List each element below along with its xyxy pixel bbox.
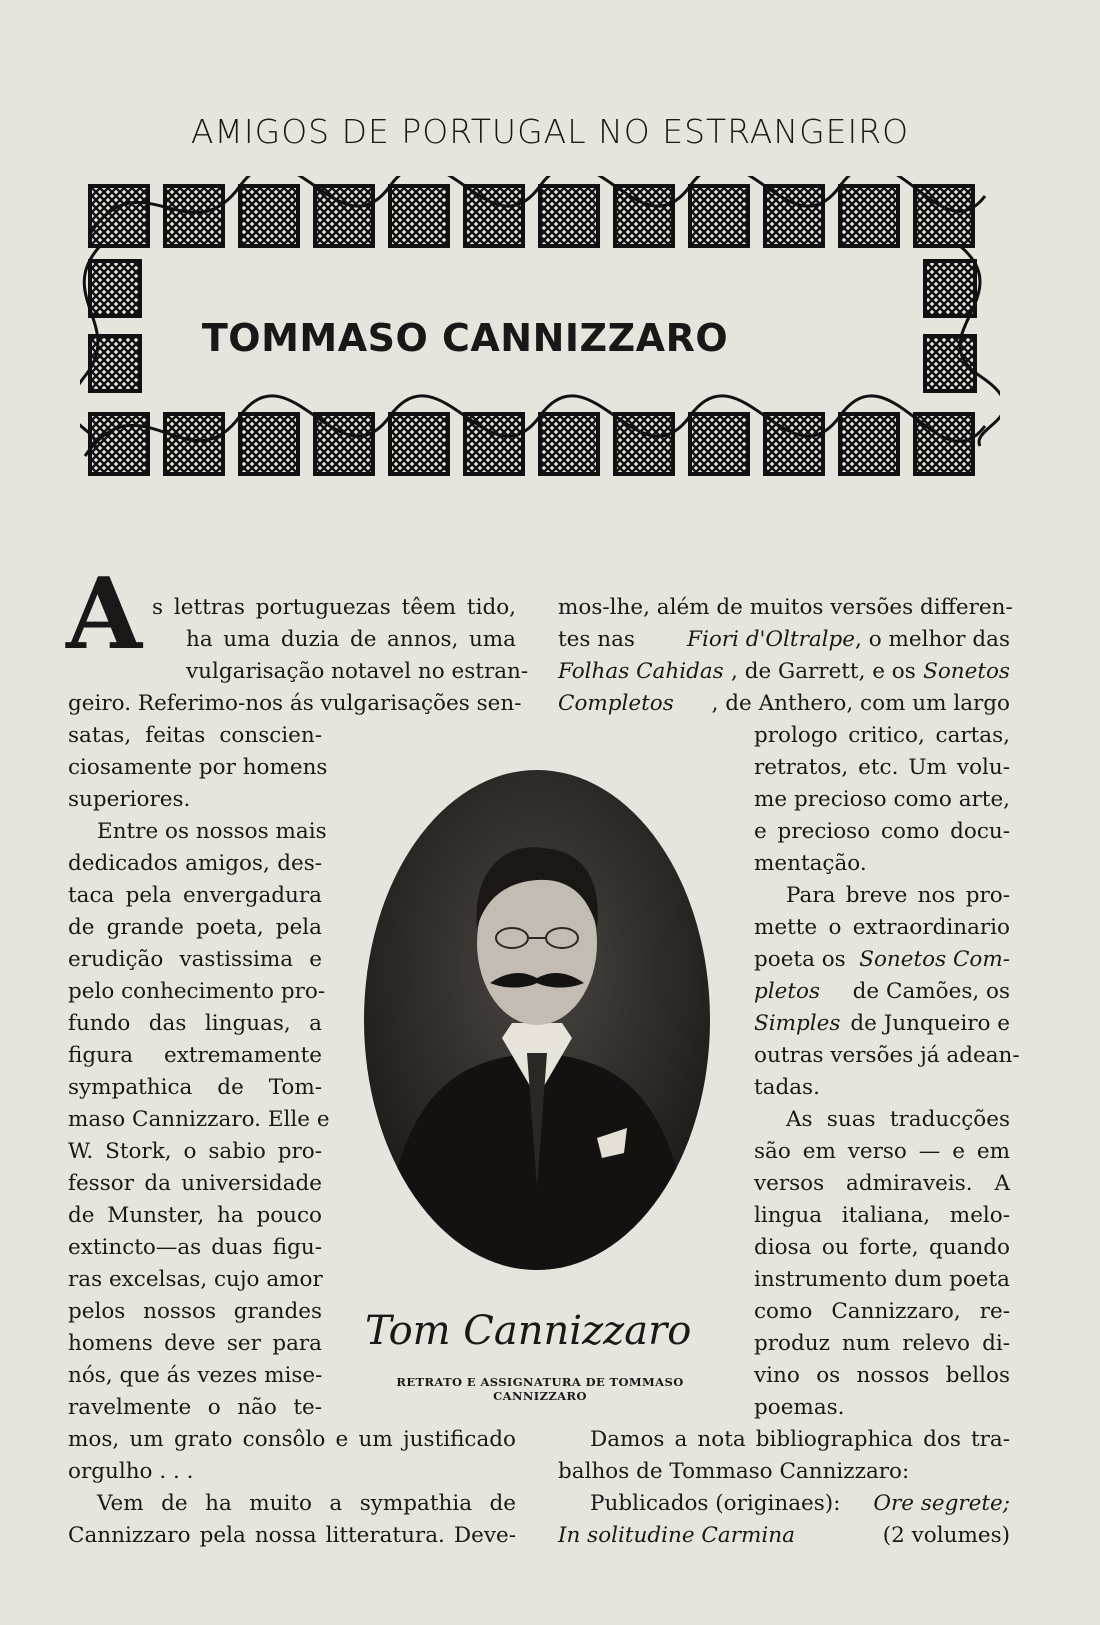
text-run: , de Anthero, com um largo [711, 691, 1010, 716]
left-line-17: maso Cannizzaro. Elle e [68, 1107, 330, 1132]
right-line-15: outras versões já adean- [754, 1043, 1020, 1068]
right-line-8: e precioso como docu- [754, 819, 1010, 844]
right-line-21: diosa ou forte, quando [754, 1235, 1010, 1260]
left-line-18: W. Stork, o sabio pro- [68, 1139, 322, 1164]
left-line-14: fundo das linguas, a [68, 1011, 322, 1036]
right-line-17: As suas traducções [786, 1107, 1010, 1132]
italic-title: Completos [558, 691, 674, 716]
text-run: de Junqueiro e [850, 1011, 1010, 1036]
article-title: TOMMASO CANNIZZARO [201, 316, 729, 360]
text-run: Publicados (originaes): [590, 1491, 841, 1516]
left-line-3: vulgarisação notavel no estran- [186, 659, 529, 684]
bottom-ornament-row [85, 396, 985, 474]
left-line-8: Entre os nossos mais [97, 819, 327, 844]
signature-text: Tom Cannizzaro [365, 1308, 692, 1354]
right-line-26: poemas. [754, 1395, 845, 1420]
left-line-13: pelo conhecimento pro- [68, 979, 326, 1004]
right-line-4 [558, 688, 1010, 720]
right-line-5: prologo critico, cartas, [754, 723, 1010, 748]
right-line-29 [590, 1488, 1010, 1520]
text-run: , de Garrett, e os [731, 659, 916, 684]
right-line-25: vino os nossos bellos [754, 1363, 1010, 1388]
right-line-22: instrumento dum poeta [754, 1267, 1010, 1292]
right-line-27: Damos a nota bibliographica dos tra- [590, 1427, 1010, 1452]
left-line-25: nós, que ás vezes mise- [68, 1363, 323, 1388]
left-line-22: ras excelsas, cujo amor [68, 1267, 323, 1292]
italic-title: Fiori d'Oltralpe [687, 627, 856, 652]
right-line-24: produz num relevo di- [754, 1331, 1010, 1356]
drop-cap: A [66, 557, 143, 672]
text-run: tes nas [558, 627, 635, 652]
left-line-15: figura extremamente [68, 1043, 322, 1068]
portrait-photo [362, 768, 712, 1273]
left-line-19: fessor da universidade [68, 1171, 322, 1196]
left-line-4: geiro. Referimo-nos ás vulgarisações sen- [68, 691, 522, 716]
left-line-24: homens deve ser para [68, 1331, 322, 1356]
text-run: (2 volumes) [882, 1523, 1010, 1548]
italic-title: Ore segrete; [873, 1491, 1010, 1516]
left-line-11: de grande poeta, pela [68, 915, 322, 940]
right-line-23: como Cannizzaro, re- [754, 1299, 1010, 1324]
left-line-10: taca pela envergadura [68, 883, 322, 908]
right-line-30 [558, 1520, 1010, 1552]
right-line-20: lingua italiana, melo- [754, 1203, 1010, 1228]
left-line-20: de Munster, ha pouco [68, 1203, 322, 1228]
right-line-9: mentação. [754, 851, 867, 876]
signature-image [355, 1296, 715, 1366]
left-line-7: superiores. [68, 787, 191, 812]
right-line-28: balhos de Tommaso Cannizzaro: [558, 1459, 910, 1484]
left-line-5: satas, feitas conscien- [68, 723, 322, 748]
right-line-6: retratos, etc. Um volu- [754, 755, 1010, 780]
section-kicker: AMIGOS DE PORTUGAL NO ESTRANGEIRO [190, 112, 910, 151]
right-line-19: versos admiraveis. A [754, 1171, 1010, 1196]
text-run: , o melhor das [855, 627, 1010, 652]
left-line-21: extincto—as duas figu- [68, 1235, 322, 1260]
right-line-16: tadas. [754, 1075, 820, 1100]
right-line-10: Para breve nos pro- [786, 883, 1010, 908]
right-line-14 [754, 1008, 1010, 1040]
left-line-12: erudição vastissima e [68, 947, 322, 972]
left-line-26: ravelmente o não te- [68, 1395, 322, 1420]
left-line-30: Cannizzaro pela nossa litteratura. Deve- [68, 1523, 516, 1548]
right-line-18: são em verso — e em [754, 1139, 1010, 1164]
right-line-1: mos-lhe, além de muitos versões differen- [558, 595, 1013, 620]
italic-title: pletos [754, 979, 820, 1004]
right-line-11: mette o extraordinario [754, 915, 1010, 940]
text-run: de Camões, os [852, 979, 1010, 1004]
left-line-2: ha uma duzia de annos, uma [186, 627, 516, 652]
text-run: poeta os [754, 947, 846, 972]
italic-title: In solitudine Carmina [558, 1523, 795, 1548]
left-line-29: Vem de ha muito a sympathia de [97, 1491, 516, 1516]
italic-title: Folhas Cahidas [558, 659, 724, 684]
right-line-7: me precioso como arte, [754, 787, 1010, 812]
right-line-12 [754, 944, 1010, 976]
left-line-16: sympathica de Tom- [68, 1075, 322, 1100]
italic-title: Simples [754, 1011, 841, 1036]
left-line-23: pelos nossos grandes [68, 1299, 322, 1324]
left-line-9: dedicados amigos, des- [68, 851, 322, 876]
italic-title: Sonetos Com- [859, 947, 1010, 972]
right-line-13 [754, 976, 1010, 1008]
photo-caption: RETRATO E ASSIGNATURA DE TOMMASO CANNIZZARO [396, 1375, 684, 1403]
left-line-27: mos, um grato consôlo e um justificado [68, 1427, 516, 1452]
left-line-6: ciosamente por homens [68, 755, 328, 780]
left-line-28: orgulho . . . [68, 1459, 194, 1484]
right-line-2 [558, 624, 1010, 656]
right-line-3 [558, 656, 1010, 688]
left-line-1: s lettras portuguezas têem tido, [152, 595, 516, 620]
text-run [687, 624, 1010, 656]
italic-title: Sonetos [923, 659, 1010, 684]
top-ornament-row [90, 176, 985, 246]
